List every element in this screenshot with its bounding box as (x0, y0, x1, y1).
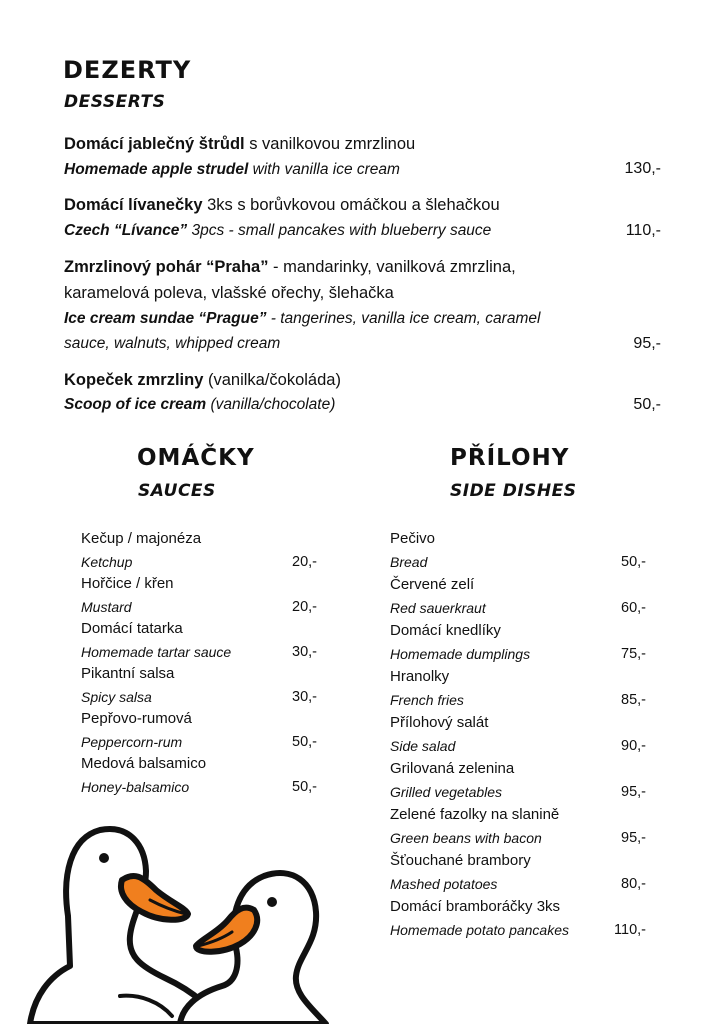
sauce-price: 30,- (292, 644, 317, 660)
sauces-title: OMÁČKY (137, 445, 255, 471)
sauce-name-cz: Domácí tatarka (81, 620, 183, 637)
sauce-name-cz: Pikantní salsa (81, 665, 175, 682)
side-price: 90,- (621, 738, 646, 754)
side-name-cz: Šťouchané brambory (390, 852, 531, 869)
sauce-name-en: Mustard (81, 599, 132, 615)
side-price: 75,- (621, 646, 646, 662)
dessert-name-cz: Zmrzlinový pohár “Praha” - mandarinky, vanilková zmrzlina, (64, 258, 516, 276)
dessert-name-cz-line2: karamelová poleva, vlašské ořechy, šlehačka (64, 284, 394, 302)
side-name-cz: Domácí knedlíky (390, 622, 501, 639)
duck-right (180, 873, 326, 1024)
side-name-en: Red sauerkraut (390, 600, 486, 616)
side-name-cz: Zelené fazolky na slanině (390, 806, 560, 823)
dessert-name-cz: Domácí jablečný štrůdl s vanilkovou zmrzlinou (64, 135, 416, 153)
sauce-name-en: Homemade tartar sauce (81, 644, 232, 660)
dessert-price: 50,- (633, 396, 661, 413)
sauce-price: 30,- (292, 689, 317, 705)
dessert-name-cz: Domácí lívanečky 3ks s borůvkovou omáčkou a šlehačkou (64, 196, 500, 214)
dessert-name-en-line2: sauce, walnuts, whipped cream (64, 335, 281, 352)
sauce-name-en: Ketchup (81, 554, 133, 570)
side-name-en: French fries (390, 692, 464, 708)
dessert-name-cz: Kopeček zmrzliny (vanilka/čokoláda) (64, 371, 341, 389)
side-name-en: Homemade potato pancakes (390, 922, 569, 938)
sides-subtitle: SIDE DISHES (450, 481, 577, 501)
side-price: 110,- (614, 922, 646, 938)
desserts-title: DEZERTY (63, 56, 192, 84)
sides-title: PŘÍLOHY (450, 445, 570, 471)
dessert-price: 110,- (625, 222, 661, 239)
sauce-price: 50,- (292, 734, 317, 750)
side-name-cz: Domácí bramboráčky 3ks (390, 898, 561, 915)
sauce-name-en: Spicy salsa (81, 689, 152, 705)
dessert-name-en: Scoop of ice cream (vanilla/chocolate) (64, 396, 336, 413)
side-price: 80,- (621, 876, 646, 892)
sauce-name-cz: Medová balsamico (81, 755, 207, 772)
sauce-name-cz: Hořčice / křen (81, 575, 174, 592)
side-name-en: Side salad (390, 738, 456, 754)
side-price: 95,- (621, 784, 646, 800)
side-name-en: Green beans with bacon (390, 830, 542, 846)
side-name-en: Mashed potatoes (390, 876, 498, 892)
side-name-cz: Červené zelí (390, 576, 475, 593)
sauce-name-en: Peppercorn-rum (81, 734, 183, 750)
side-name-cz: Hranolky (390, 668, 450, 685)
side-name-cz: Grilovaná zelenina (390, 760, 515, 777)
side-name-cz: Pečivo (390, 530, 436, 547)
side-price: 50,- (621, 554, 646, 570)
side-name-en: Grilled vegetables (390, 784, 503, 800)
sauce-name-en: Honey-balsamico (81, 779, 190, 795)
duck-left (30, 829, 220, 1024)
sauce-price: 20,- (292, 554, 317, 570)
sauce-price: 20,- (292, 599, 317, 615)
side-price: 95,- (621, 830, 646, 846)
dessert-name-en: Homemade apple strudel with vanilla ice cream (64, 161, 400, 178)
desserts-subtitle: DESSERTS (64, 92, 166, 112)
dessert-name-en: Czech “Lívance” 3pcs - small pancakes with blueberry sauce (64, 222, 492, 239)
dessert-price: 130,- (624, 160, 661, 177)
sauce-price: 50,- (292, 779, 317, 795)
sauces-subtitle: SAUCES (138, 481, 216, 501)
dessert-price: 95,- (633, 335, 661, 352)
sauce-name-cz: Pepřovo-rumová (81, 710, 192, 727)
side-name-cz: Přílohový salát (390, 714, 489, 731)
dessert-name-en: Ice cream sundae “Prague” - tangerines, vanilla ice cream, caramel (64, 310, 541, 327)
side-name-en: Homemade dumplings (390, 646, 531, 662)
ducks-illustration (0, 816, 360, 1024)
side-price: 85,- (621, 692, 646, 708)
side-name-en: Bread (390, 554, 428, 570)
side-price: 60,- (621, 600, 646, 616)
sauce-name-cz: Kečup / majonéza (81, 530, 202, 547)
